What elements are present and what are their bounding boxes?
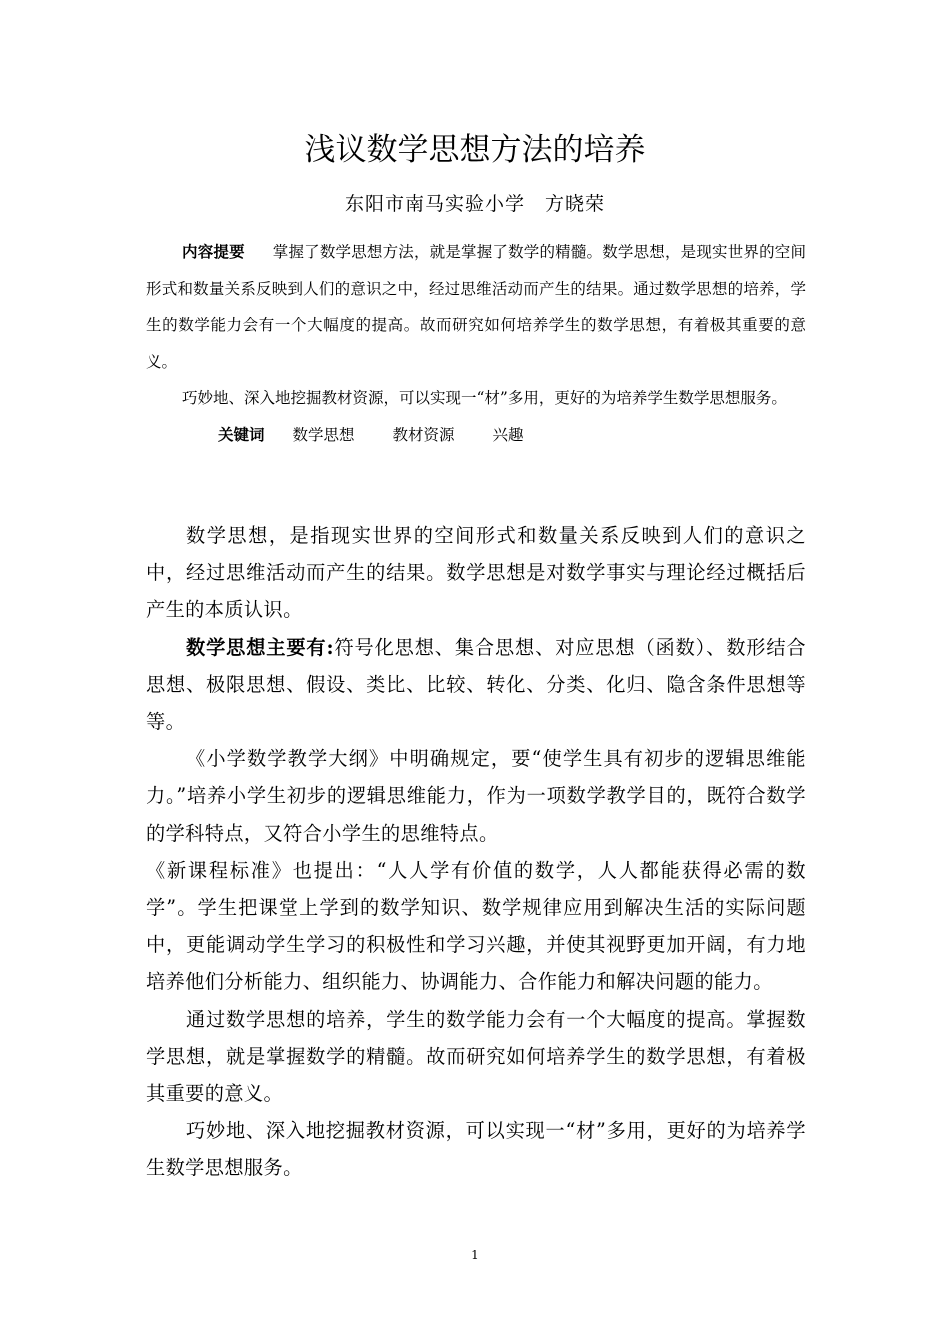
keyword: 教材资源 (392, 425, 455, 444)
keyword: 兴趣 (492, 425, 524, 444)
abstract-section (146, 234, 806, 453)
body-paragraph: 巧妙地、深入地挖掘教材资源，可以实现一“材”多用，更好的为培养学生数学思想服务。 (146, 1119, 806, 1180)
paragraph-text: 符号化思想、集合思想、对应思想（函数）、数形结合思想、极限思想、假设、类比、比较、转化、分类、化归、隐含条件思想等等。 (146, 635, 806, 734)
keywords-label: 关键词 (218, 424, 265, 444)
body-paragraph (146, 629, 806, 741)
bold-lead: 数学思想主要有: (186, 635, 334, 659)
document-author: 东阳市南马实验小学 方晓荣 (344, 193, 605, 215)
body-paragraph: 《小学数学教学大纲》中明确规定，要“使学生具有初步的逻辑思维能力。”培养小学生初步的逻辑思维能力，作为一项数学教学目的，既符合数学的学科特点，又符合小学生的思维特点。 (146, 747, 806, 845)
abstract-paragraph (146, 234, 806, 380)
page-number: 1 (471, 1248, 479, 1262)
body-paragraph: 通过数学思想的培养，学生的数学能力会有一个大幅度的提高。掌握数学思想，就是掌握数学的精髓。故而研究如何培养学生的数学思想，有着极其重要的意义。 (146, 1007, 806, 1106)
body-paragraph: 数学思想，是指现实世界的空间形式和数量关系反映到人们的意识之中，经过思维活动而产生的结果。数学思想是对数学事实与理论经过概括后产生的本质认识。 (146, 524, 806, 622)
keywords-line (146, 417, 806, 454)
document-body (146, 517, 806, 1187)
document-title: 浅议数学思想方法的培养 (304, 132, 646, 168)
abstract-label: 内容提要 (182, 242, 245, 261)
body-paragraph: 《新课程标准》也提出：“人人学有价值的数学，人人都能获得必需的数学”。学生把课堂上学到的数学知识、数学规律应用到解决生活的实际问题中，更能调动学生学习的积极性和学习兴趣，并使其视野更加开阔，有力地培养他们分析能力、组织能力、协调能力、合作能力和解决问题的能力。 (146, 858, 806, 994)
abstract-text: 掌握了数学思想方法，就是掌握了数学的精髓。数学思想，是现实世界的空间形式和数量关系反映到人们的意识之中，经过思维活动而产生的结果。通过数学思想的培养，学生的数学能力会有一个大幅度的提高。故而研究如何培养学生的数学思想，有着极其重要的意义。 (146, 243, 806, 371)
keyword: 数学思想 (292, 425, 355, 444)
abstract-paragraph-2: 巧妙地、深入地挖掘教材资源，可以实现一“材”多用，更好的为培养学生数学思想服务。 (182, 389, 787, 407)
